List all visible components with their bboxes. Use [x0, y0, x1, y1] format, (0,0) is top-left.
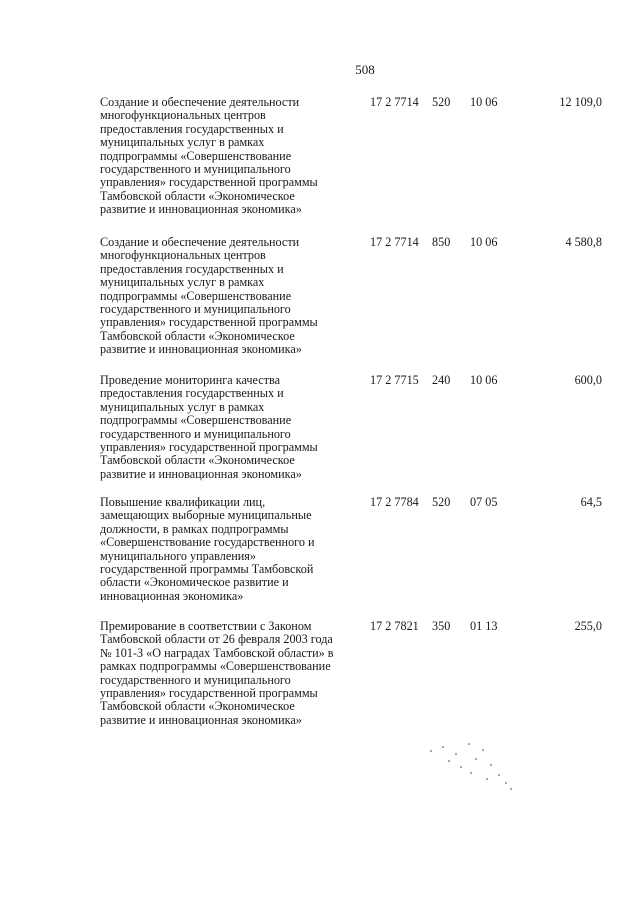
- row-description: Создание и обеспечение деятельности многофункциональных центров предоставления государственных и муниципальных услуг в рамках подпрограммы «Совершенствование государственного и муниципального управления» государственной программы Тамбовской области «Экономическое развитие и инновационная экономика»: [100, 95, 318, 217]
- row-csr: 17 2 7714: [370, 95, 419, 109]
- row-vr: 520: [432, 95, 451, 109]
- row-description: Создание и обеспечение деятельности многофункциональных центров предоставления государственных и муниципальных услуг в рамках подпрограммы «Совершенствование государственного и муниципального управления» государственной программы Тамбовской области «Экономическое развитие и инновационная экономика»: [100, 235, 318, 357]
- row-amount: 600,0: [574, 373, 602, 387]
- row-csr: 17 2 7821: [370, 619, 419, 633]
- page-number: 508: [355, 62, 375, 77]
- row-csr: 17 2 7715: [370, 373, 419, 387]
- row-vr: 240: [432, 373, 451, 387]
- row-description: Премирование в соответствии с Законом Тамбовской области от 26 февраля 2003 года № 101-З «О наградах Тамбовской области» в рамках подпрограммы «Совершенствование государственного и муниципального управления» государственной программы Тамбовской области «Экономическое развитие и инновационная экономика»: [100, 619, 334, 727]
- row-rzpr: 10 06: [470, 235, 498, 249]
- row-amount: 12 109,0: [559, 95, 602, 109]
- row-rzpr: 01 13: [470, 619, 498, 633]
- row-vr: 350: [432, 619, 451, 633]
- row-rzpr: 10 06: [470, 373, 498, 387]
- row-rzpr: 07 05: [470, 495, 498, 509]
- row-csr: 17 2 7714: [370, 235, 419, 249]
- row-amount: 64,5: [580, 495, 602, 509]
- row-rzpr: 10 06: [470, 95, 498, 109]
- row-description: Повышение квалификации лиц, замещающих выборные муниципальные должности, в рамках подпрограммы «Совершенствование государственного и муниципального управления» государственной программы Тамбовской области «Экономическое развитие и инновационная экономика»: [100, 495, 315, 603]
- row-vr: 520: [432, 495, 451, 509]
- scan-noise: [420, 738, 520, 798]
- row-csr: 17 2 7784: [370, 495, 419, 509]
- row-amount: 255,0: [574, 619, 602, 633]
- row-description: Проведение мониторинга качества предоставления государственных и муниципальных услуг в рамках подпрограммы «Совершенствование государственного и муниципального управления» государственной программы Тамбовской области «Экономическое развитие и инновационная экономика»: [100, 373, 318, 481]
- row-amount: 4 580,8: [565, 235, 602, 249]
- row-vr: 850: [432, 235, 451, 249]
